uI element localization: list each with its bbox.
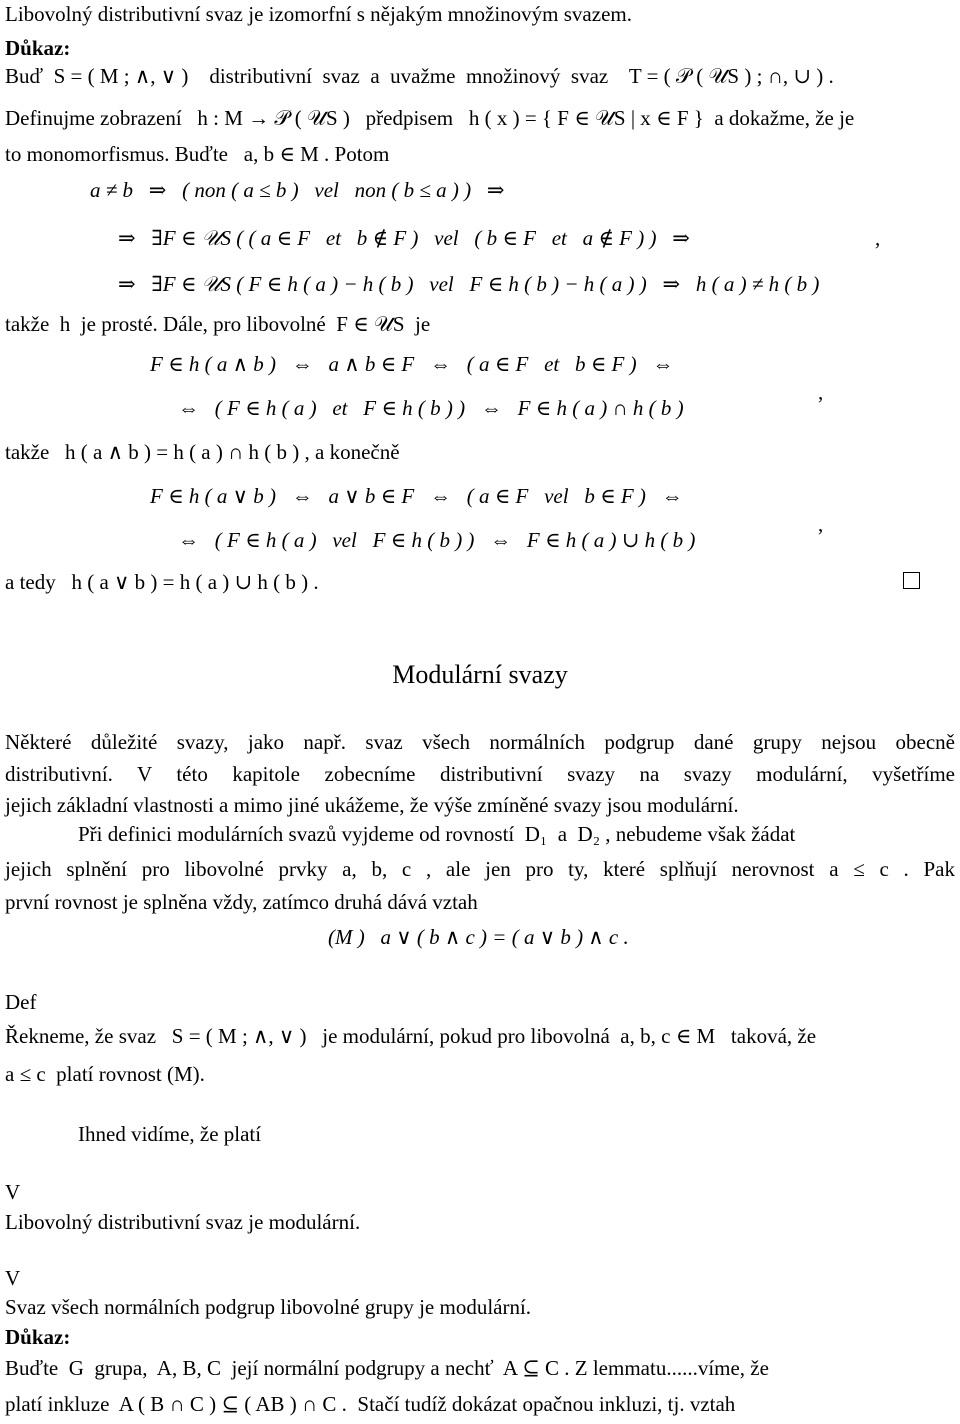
line-4: Definujme zobrazení h : M → 𝒫 ( 𝒰S ) předpisem h ( x ) = { F ∈ 𝒰S | x ∈ F } a dokažme, že je [5,106,855,130]
qed-box [903,572,920,589]
p2-line-1: Při definici modulárních svazů vyjdeme od rovností D₁ a D₂ , nebudeme však žádat [78,822,796,846]
line-12: takže h ( a ∧ b ) = h ( a ) ∩ h ( b ) , a konečně [5,440,400,464]
formula-13: F ∈ h ( a ∨ b ) ⇔ a ∨ b ∈ F ⇔ ( a ∈ F vel b ∈ F ) ⇔ [150,484,683,508]
def-label: Def [5,990,37,1014]
formula-10: F ∈ h ( a ∧ b ) ⇔ a ∧ b ∈ F ⇔ ( a ∈ F et b ∈ F ) ⇔ [150,352,674,376]
comma-14: , [818,512,824,536]
p1-line-3: jejich základní vlastnosti a mimo jiné ukážeme, že výše zmíněné svazy jsou modulární. [5,793,739,817]
comma-7: , [875,226,881,250]
comma-11: , [818,380,824,404]
theorem2-label: V [5,1266,21,1290]
line-3: Buď S = ( M ; ∧, ∨ ) distributivní svaz a uvažme množinový svaz T = ( 𝒫 ( 𝒰S ) ; ∩, ∪ ) . [5,64,834,88]
section-title: Modulární svazy [392,660,568,689]
line-5: to monomorfismus. Buďte a, b ∈ M . Potom [5,142,390,166]
line-9: takže h je prosté. Dále, pro libovolné F ∈ 𝒰S je [5,312,431,336]
proof-label: Důkaz: [5,36,71,60]
remark: Ihned vidíme, že platí [78,1122,262,1146]
theorem1-label: V [5,1180,21,1204]
proof2-label: Důkaz: [5,1325,71,1349]
proof2-line-1: Buďte G grupa, A, B, C její normální podgrupy a nechť A ⊆ C . Z lemmatu......víme, že [5,1356,769,1380]
proof2-line-2: platí inkluze A ( B ∩ C ) ⊆ ( AB ) ∩ C . Stačí tudíž dokázat opačnou inkluzi, tj. vztah [5,1392,736,1416]
def-line-1: Řekneme, že svaz S = ( M ; ∧, ∨ ) je modulární, pokud pro libovolná a, b, c ∈ M taková, že [5,1024,817,1048]
formula-7: ⇒ ∃F ∈ 𝒰S ( ( a ∈ F et b ∉ F ) vel ( b ∈ F et a ∉ F ) ) ⇒ [118,226,690,250]
formula-6: a ≠ b ⇒ ( non ( a ≤ b ) vel non ( b ≤ a ) ) ⇒ [90,178,505,202]
p2-line-3: první rovnost je splněna vždy, zatímco druhá dává vztah [5,890,478,914]
theorem2-text: Svaz všech normálních podgrup libovolné grupy je modulární. [5,1295,532,1319]
formula-14: ⇔ ( F ∈ h ( a ) vel F ∈ h ( b ) ) ⇔ F ∈ h ( a ) ∪ h ( b ) [178,528,696,552]
formula-M: (M ) a ∨ ( b ∧ c ) = ( a ∨ b ) ∧ c . [328,925,629,949]
formula-11: ⇔ ( F ∈ h ( a ) et F ∈ h ( b ) ) ⇔ F ∈ h ( a ) ∩ h ( b ) [178,396,684,420]
formula-8: ⇒ ∃F ∈ 𝒰S ( F ∈ h ( a ) − h ( b ) vel F ∈ h ( b ) − h ( a ) ) ⇒ h ( a ) ≠ h ( b ) [118,272,820,296]
p1-line-1: Některé důležité svazy, jako např. svaz všech normálních podgrup dané grupy nejsou obecně [5,730,955,754]
line-theorem: Libovolný distributivní svaz je izomorfní s nějakým množinovým svazem. [5,2,632,26]
p2-line-2: jejich splnění pro libovolné prvky a, b, c , ale jen pro ty, které splňují nerovnost a ≤ c . Pak [5,857,955,881]
def-line-2: a ≤ c platí rovnost (M). [5,1062,205,1086]
theorem1-text: Libovolný distributivní svaz je modulární. [5,1210,361,1234]
line-15: a tedy h ( a ∨ b ) = h ( a ) ∪ h ( b ) . [5,570,319,594]
p1-line-2: distributivní. V této kapitole zobecníme distributivní svazy na svazy modulární, vyšetříme [5,762,955,786]
